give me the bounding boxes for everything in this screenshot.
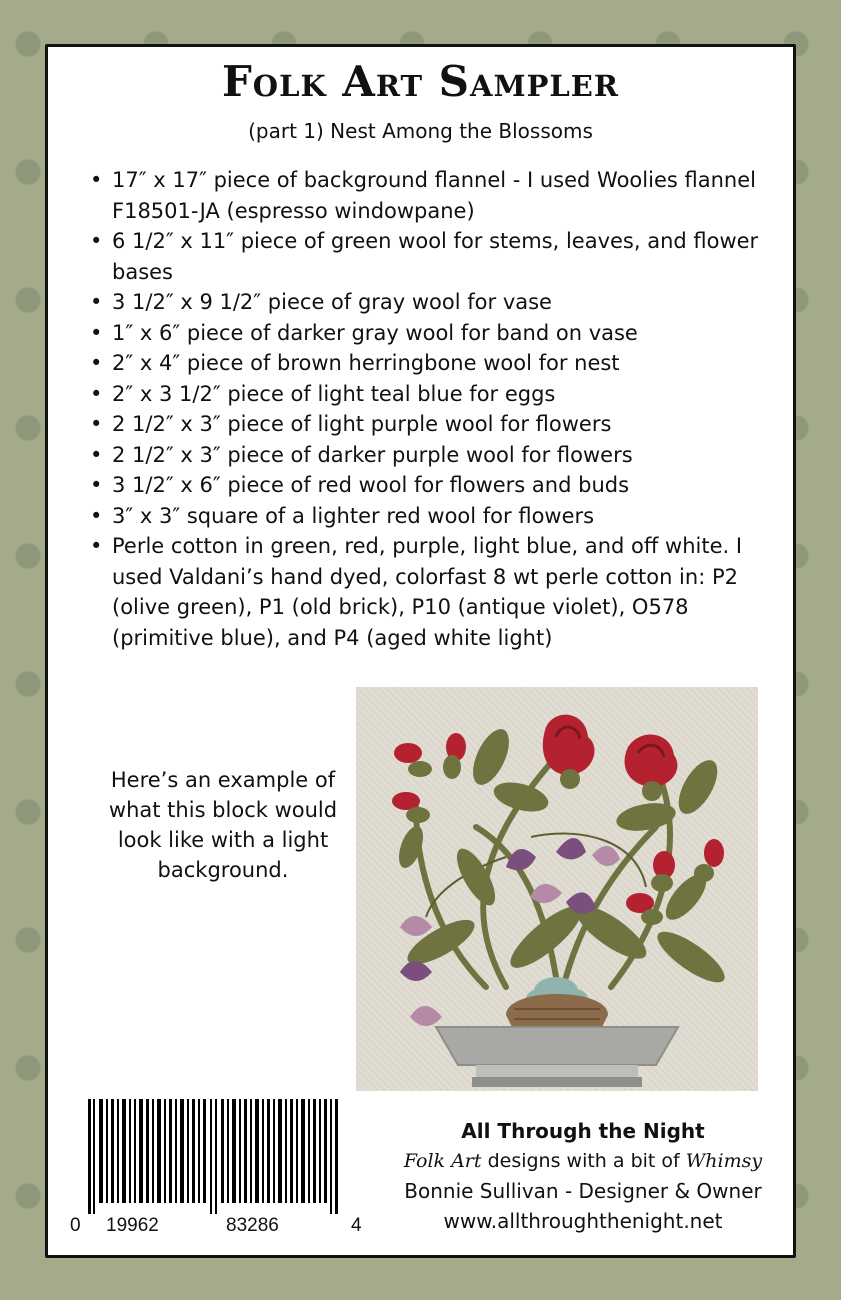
barcode-bars (68, 1099, 368, 1214)
company-tagline (373, 1146, 793, 1176)
supply-item: • 2″ x 4″ piece of brown herringbone wool for nest (72, 348, 782, 379)
quilt-block-photo (356, 687, 758, 1091)
company-designer: Bonnie Sullivan - Designer & Owner (404, 1179, 762, 1203)
supply-item: • 6 1/2″ x 11″ piece of green wool for stems, leaves, and flower bases (72, 226, 782, 287)
tagline-whimsy: Whimsy (685, 1150, 763, 1172)
company-name: All Through the Night (461, 1119, 705, 1143)
pattern-title: Folk Art Sampler (221, 57, 619, 106)
supply-item: • 3 1/2″ x 6″ piece of red wool for flowers and buds (72, 470, 782, 501)
supply-item: • 3″ x 3″ square of a lighter red wool for flowers (72, 501, 782, 532)
supply-item: • 2″ x 3 1/2″ piece of light teal blue for eggs (72, 379, 782, 410)
quilt-block-illustration (356, 687, 758, 1091)
supply-item: • 1″ x 6″ piece of darker gray wool for band on vase (72, 318, 782, 349)
company-url: www.allthroughthenight.net (443, 1209, 723, 1233)
barcode (68, 1099, 368, 1244)
supply-item: • 2 1/2″ x 3″ piece of darker purple wool for flowers (72, 440, 782, 471)
example-note: Here’s an example of what this block would look like with a light background. (108, 768, 338, 882)
supply-item: • 17″ x 17″ piece of background flannel - I used Woolies flannel F18501-JA (espresso windowpane) (72, 165, 782, 226)
supplies-list (72, 165, 782, 653)
supply-item: • 2 1/2″ x 3″ piece of light purple wool for flowers (72, 409, 782, 440)
company-info (373, 1117, 793, 1236)
barcode-digit-start: 0 (70, 1215, 81, 1236)
supply-item: • 3 1/2″ x 9 1/2″ piece of gray wool for vase (72, 287, 782, 318)
barcode-digits-left: 19962 (106, 1215, 159, 1236)
barcode-digits-right: 83286 (226, 1215, 279, 1236)
tagline-folk-art: Folk Art (403, 1150, 482, 1172)
pattern-card (45, 44, 796, 1258)
supply-item: • Perle cotton in green, red, purple, light blue, and off white. I used Valdani’s hand dyed, colorfast 8 wt perle cotton in: P2 (olive green), P1 (old brick), P10 (antique violet), O578 (primitive blue), and P4 (aged white light) (72, 531, 782, 653)
barcode-digit-end: 4 (351, 1215, 362, 1236)
tagline-middle: designs with a bit of (481, 1150, 686, 1172)
pattern-subtitle: (part 1) Nest Among the Blossoms (248, 119, 593, 143)
